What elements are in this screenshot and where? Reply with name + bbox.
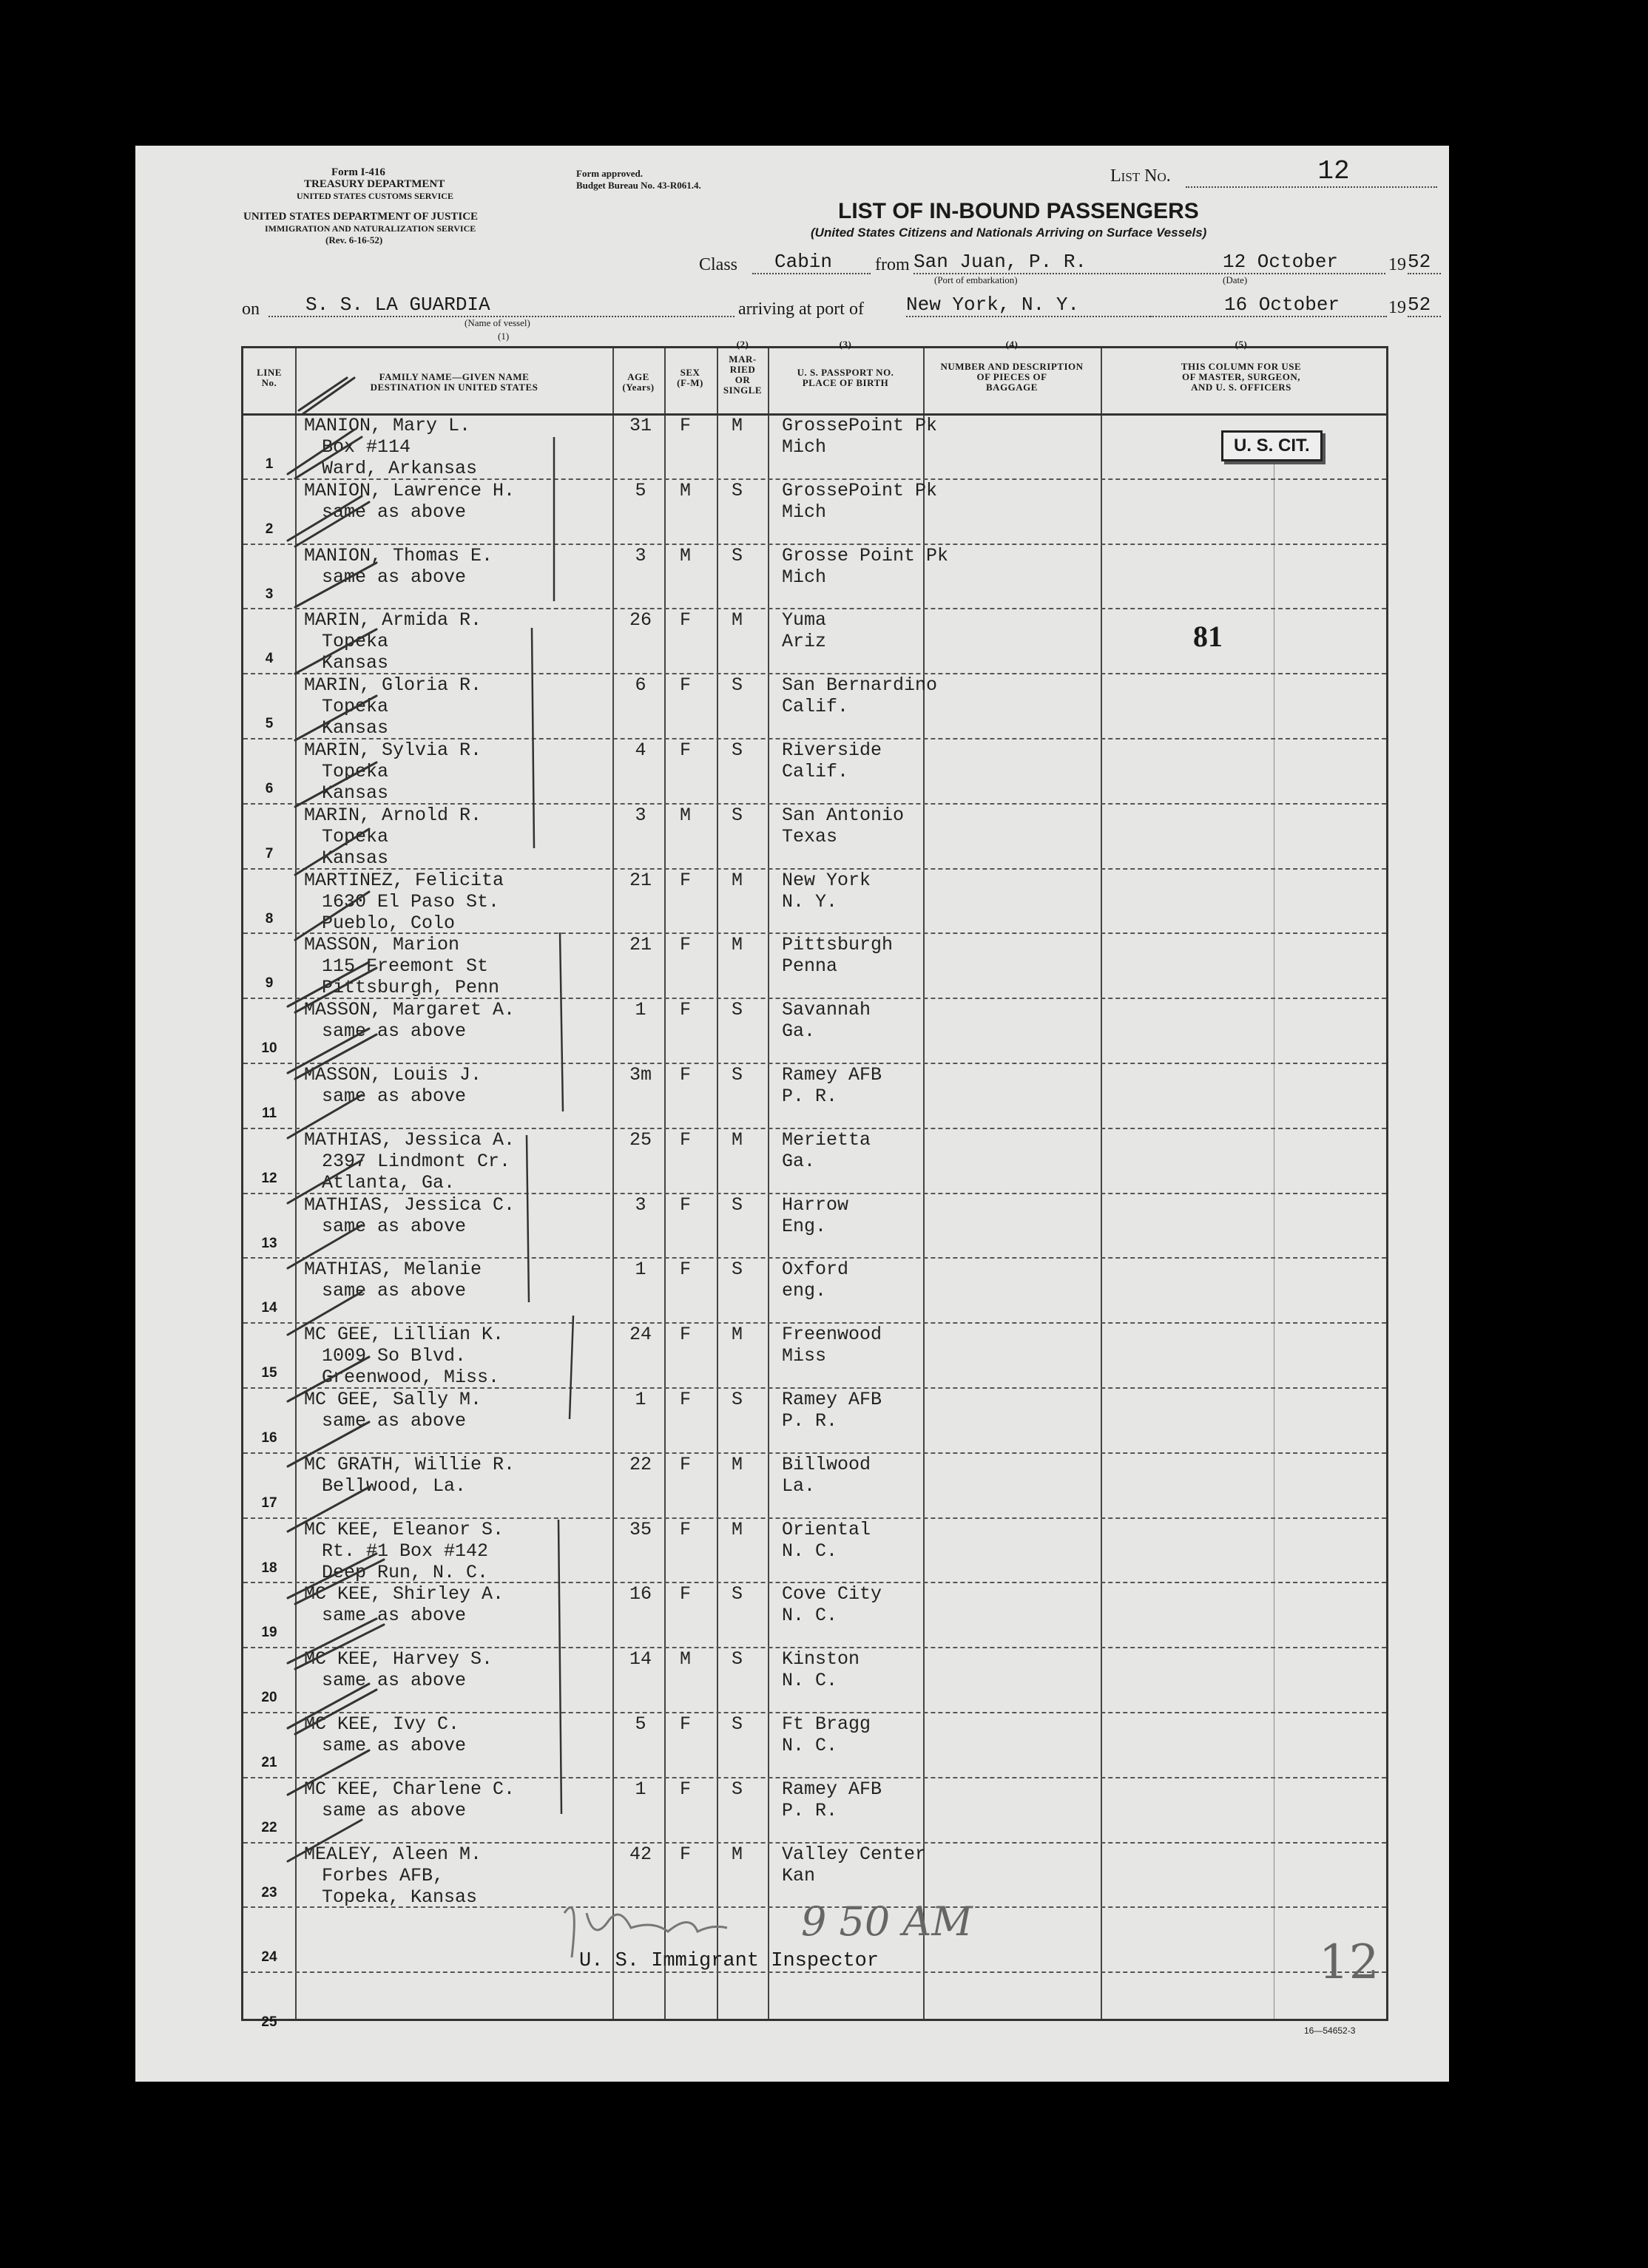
place-of-birth: Texas [782,825,838,847]
passenger-destination: same as above [322,1086,467,1107]
date-caption: (Date) [1223,274,1248,285]
place-of-birth: Oriental [782,1518,871,1540]
embarkation-date: 12 October [1171,251,1385,274]
list-number-label: List No. [1110,166,1171,186]
marital-status: S [732,544,743,566]
marital-status: S [732,1778,743,1800]
passenger-name: MC GEE, Sally M. [304,1389,482,1410]
line-number: 16 [261,1430,277,1446]
passenger-age: 5 [635,479,646,501]
header-line-no: LINE No. [257,367,282,388]
customs-service: UNITED STATES CUSTOMS SERVICE [297,191,453,201]
line-number: 2 [265,521,274,537]
place-of-birth: Penna [782,955,838,978]
passenger-sex: F [680,1453,692,1475]
passenger-sex: F [680,999,692,1021]
passenger-name: MASSON, Marion [304,934,460,956]
passenger-sex: M [680,544,692,566]
form-approved: Form approved. [576,168,644,179]
passenger-destination: same as above [322,501,467,523]
passenger-name: MC KEE, Eleanor S. [304,1518,504,1540]
place-of-birth: Ga. [782,1150,816,1172]
passenger-sex: M [680,479,692,501]
arriving-label: arriving at port of [738,299,864,319]
inspector-signature [550,1861,771,1980]
passenger-sex: F [680,1324,692,1346]
passenger-name: MATHIAS, Jessica A. [304,1128,516,1151]
passenger-name: MEALEY, Aleen M. [304,1843,482,1865]
place-of-birth: Kinston [782,1648,860,1670]
place-of-birth: Mich [782,501,827,523]
place-of-birth: N. Y. [782,890,838,913]
passenger-name: MARIN, Armida R. [304,609,482,632]
inspection-time: 9 50 AM [801,1898,973,1945]
passenger-name: MARIN, Arnold R. [304,804,482,826]
line-number: 19 [261,1625,277,1641]
marital-status: S [732,1259,743,1281]
line-number: 23 [261,1884,277,1900]
passenger-destination: Topeka [322,825,389,847]
place-of-birth: eng. [782,1280,827,1302]
marital-status: S [732,1064,743,1086]
line-number: 18 [261,1560,277,1576]
passenger-name: MC KEE, Shirley A. [304,1583,504,1605]
passenger-destination: same as above [322,1020,467,1043]
marital-status: M [732,1518,743,1540]
passenger-destination: same as above [322,1670,467,1692]
passenger-sex: F [680,869,692,891]
place-of-birth: Eng. [782,1215,827,1237]
place-of-birth: Ramey AFB [782,1389,882,1410]
passenger-name: MATHIAS, Melanie [304,1259,482,1281]
place-of-birth: San Antonio [782,804,905,826]
marital-status: S [732,1194,743,1216]
marital-status: M [732,609,743,632]
passenger-sex: F [680,739,692,761]
port-of-embarkation: San Juan, P. R. [914,251,1172,274]
passenger-age: 21 [629,934,652,956]
place-of-birth: Cove City [782,1583,882,1605]
arrival-port: New York, N. Y. [906,294,1150,317]
class-label: Class [699,255,738,274]
place-of-birth: Ga. [782,1020,816,1043]
place-of-birth: Ramey AFB [782,1778,882,1800]
column-divider [1101,348,1102,2019]
marital-status: M [732,1843,743,1865]
column-divider [295,348,297,2019]
passenger-sex: F [680,1259,692,1281]
line-number: 7 [265,845,274,861]
justice-department: UNITED STATES DEPARTMENT OF JUSTICE [243,211,479,223]
arrival-year: 52 [1408,294,1441,317]
passenger-destination: same as above [322,1410,467,1432]
place-of-birth: La. [782,1475,816,1497]
on-label: on [242,299,260,319]
form-title: LIST OF IN-BOUND PASSENGERS [838,199,1199,223]
marital-status: S [732,479,743,501]
line-number: 4 [265,651,274,667]
place-of-birth: Mich [782,436,827,458]
passenger-age: 21 [629,869,652,891]
passenger-name: MASSON, Margaret A. [304,999,516,1021]
place-of-birth: Savannah [782,999,871,1021]
place-of-birth: Ariz [782,631,827,653]
passenger-age: 3 [635,1194,646,1216]
place-of-birth: Freenwood [782,1324,882,1346]
passenger-sex: F [680,674,692,697]
passenger-destination: 2397 Lindmont Cr. [322,1150,511,1172]
passenger-name: MARIN, Sylvia R. [304,739,482,761]
passenger-sex: F [680,1518,692,1540]
line-number: 13 [261,1235,277,1251]
place-of-birth: Ramey AFB [782,1064,882,1086]
passenger-destination: same as above [322,1215,467,1237]
line-number: 24 [261,1949,277,1966]
passenger-age: 5 [635,1713,646,1735]
passenger-destination: same as above [322,1735,467,1756]
passenger-name: MARIN, Gloria R. [304,674,482,697]
marital-status: S [732,1713,743,1735]
ins-service: IMMIGRATION AND NATURALIZATION SERVICE [265,223,476,234]
passenger-age: 25 [629,1128,652,1151]
form-footer-code: 16—54652-3 [1304,2025,1356,2036]
place-of-birth: Merietta [782,1128,871,1151]
passenger-age: 4 [635,739,646,761]
marital-status: S [732,674,743,697]
passenger-count: 81 [1193,620,1223,653]
passenger-name: MC KEE, Harvey S. [304,1648,493,1670]
passenger-destination: Ward, Arkansas [322,458,478,479]
line-number: 21 [261,1755,277,1770]
place-of-birth: Ft Bragg [782,1713,871,1735]
passenger-destination: Topeka, Kansas [322,1886,478,1908]
place-of-birth: GrossePoint Pk [782,479,938,501]
header-age: AGE (Years) [622,371,655,393]
column-divider [768,348,769,2019]
passenger-age: 22 [629,1453,652,1475]
place-of-birth: P. R. [782,1410,838,1432]
embarkation-year: 52 [1408,251,1441,274]
place-of-birth: P. R. [782,1086,838,1107]
marital-status: S [732,1583,743,1605]
passenger-destination: Greenwood, Miss. [322,1367,500,1389]
year-prefix-2: 19 [1388,298,1406,317]
passenger-destination: Pueblo, Colo [322,912,456,934]
passenger-sex: F [680,1713,692,1735]
passenger-age: 6 [635,674,646,697]
passenger-destination: Kansas [322,652,389,674]
passenger-sex: F [680,1843,692,1865]
place-of-birth: Calif. [782,761,849,782]
passenger-age: 16 [629,1583,652,1605]
passenger-name: MC KEE, Charlene C. [304,1778,516,1800]
line-number: 17 [261,1494,277,1511]
us-citizen-stamp: U. S. CIT. [1221,430,1323,461]
header-passport: U. S. PASSPORT NO. PLACE OF BIRTH [797,367,894,388]
passenger-name: MC GEE, Lillian K. [304,1324,504,1346]
passenger-destination: 115 Freemont St [322,955,489,978]
marital-status: M [732,1453,743,1475]
passenger-name: MC GRATH, Willie R. [304,1453,516,1475]
passenger-destination: 1630 El Paso St. [322,890,500,913]
form-number: Form I-416 [331,166,385,178]
column-number-5: (5) [1235,339,1248,350]
passenger-age: 1 [635,999,646,1021]
passenger-sex: F [680,1389,692,1410]
passenger-age: 35 [629,1518,652,1540]
passenger-name: MC KEE, Ivy C. [304,1713,460,1735]
list-number: 12 [1186,156,1437,188]
column-number-4: (4) [1005,339,1019,350]
line-number: 8 [265,910,274,927]
passenger-name: MARTINEZ, Felicita [304,869,504,891]
place-of-birth: N. C. [782,1540,838,1562]
treasury-department: TREASURY DEPARTMENT [304,178,445,190]
marital-status: M [732,869,743,891]
passenger-name: MASSON, Louis J. [304,1064,482,1086]
place-of-birth: Harrow [782,1194,849,1216]
passenger-destination: same as above [322,1799,467,1821]
passenger-name: MANION, Thomas E. [304,544,493,566]
passenger-destination: Topeka [322,631,389,653]
passenger-sex: F [680,609,692,632]
line-number: 5 [265,716,274,732]
passenger-age: 26 [629,609,652,632]
line-number: 25 [261,2014,277,2031]
passenger-destination: Pittsburgh, Penn [322,977,500,999]
passenger-age: 1 [635,1259,646,1281]
passenger-age: 1 [635,1389,646,1410]
line-number: 3 [265,586,274,602]
header-officers: THIS COLUMN FOR USE OF MASTER, SURGEON, AND U. S. OFFICERS [1181,361,1302,393]
header-sex: SEX (F-M) [677,367,703,388]
column-number-3: (3) [839,339,852,350]
marital-status: S [732,1389,743,1410]
line-number: 15 [261,1365,277,1381]
passenger-age: 24 [629,1324,652,1346]
place-of-birth: Valley Center [782,1843,927,1865]
passenger-name: MANION, Mary L. [304,415,471,436]
passenger-destination: same as above [322,566,467,588]
arrival-date: 16 October [1150,294,1387,317]
passenger-destination: Forbes AFB, [322,1864,445,1886]
inspector-label: U. S. Immigrant Inspector [579,1950,879,1972]
passenger-age: 31 [629,415,652,436]
column-divider [717,348,718,2019]
vessel-column-number: (1) [498,331,510,342]
line-number: 14 [261,1300,277,1316]
column-divider [612,348,614,2019]
passenger-sex: F [680,1583,692,1605]
passenger-age: 42 [629,1843,652,1865]
place-of-birth: San Bernardino [782,674,938,697]
passenger-sex: M [680,804,692,826]
passenger-sex: F [680,1064,692,1086]
place-of-birth: Oxford [782,1259,849,1281]
place-of-birth: Yuma [782,609,827,632]
passenger-sex: F [680,415,692,436]
passenger-destination: Topeka [322,696,389,718]
column-number-2: (2) [736,339,749,350]
marital-status: M [732,1324,743,1346]
passenger-sex: F [680,1778,692,1800]
place-of-birth: Calif. [782,696,849,718]
page-mark: 12 [1319,1935,1379,1990]
place-of-birth: Billwood [782,1453,871,1475]
from-label: from [875,255,910,274]
passenger-destination: Kansas [322,847,389,869]
passenger-age: 1 [635,1778,646,1800]
line-number: 6 [265,781,274,796]
vessel-caption: (Name of vessel) [465,317,530,328]
place-of-birth: New York [782,869,871,891]
passenger-name: MATHIAS, Jessica C. [304,1194,516,1216]
line-number: 1 [265,456,274,472]
place-of-birth: Pittsburgh [782,934,894,956]
passenger-sex: F [680,934,692,956]
passenger-destination: Bellwood, La. [322,1475,467,1497]
line-number: 9 [265,975,274,992]
place-of-birth: Miss [782,1345,827,1367]
passenger-destination: same as above [322,1280,467,1302]
passenger-age: 3 [635,804,646,826]
header-baggage: NUMBER AND DESCRIPTION OF PIECES OF BAGGAGE [940,361,1084,393]
line-number: 12 [261,1170,277,1186]
header-name: FAMILY NAME—GIVEN NAME DESTINATION IN UNITED STATES [370,371,538,393]
place-of-birth: N. C. [782,1605,838,1627]
marital-status: S [732,804,743,826]
place-of-birth: P. R. [782,1799,838,1821]
passenger-sex: F [680,1128,692,1151]
manifest-sheet [135,146,1449,2082]
passenger-destination: Kansas [322,782,389,804]
place-of-birth: Mich [782,566,827,588]
budget-bureau: Budget Bureau No. 43-R061.4. [576,180,701,191]
passenger-destination: Rt. #1 Box #142 [322,1540,489,1562]
passenger-sex: M [680,1648,692,1670]
line-number: 22 [261,1819,277,1835]
passenger-destination: Kansas [322,717,389,739]
class-value: Cabin [752,251,871,274]
marital-status: M [732,1128,743,1151]
place-of-birth: GrossePoint Pk [782,415,938,436]
marital-status: M [732,934,743,956]
passenger-destination: Topeka [322,761,389,782]
revision-date: (Rev. 6-16-52) [325,234,383,246]
header-married: MAR- RIED OR SINGLE [723,353,763,396]
place-of-birth: N. C. [782,1735,838,1756]
line-number: 20 [261,1690,277,1706]
passenger-age: 3m [629,1064,652,1086]
marital-status: S [732,739,743,761]
line-number: 11 [261,1106,277,1121]
embarkation-caption: (Port of embarkation) [934,274,1018,285]
marital-status: M [732,415,743,436]
column-divider [923,348,925,2019]
passenger-age: 14 [629,1648,652,1670]
place-of-birth: N. C. [782,1670,838,1692]
column-divider [664,348,666,2019]
passenger-destination: 1009 So Blvd. [322,1345,467,1367]
passenger-destination: Atlanta, Ga. [322,1171,456,1194]
marital-status: S [732,1648,743,1670]
passenger-age: 3 [635,544,646,566]
passenger-sex: F [680,1194,692,1216]
place-of-birth: Grosse Point Pk [782,544,949,566]
line-number: 10 [261,1040,277,1057]
passenger-destination: Box #114 [322,436,411,458]
form-subtitle: (United States Citizens and Nationals Arriving on Surface Vessels) [811,226,1207,240]
place-of-birth: Kan [782,1864,816,1886]
place-of-birth: Riverside [782,739,882,761]
passenger-destination: Deep Run, N. C. [322,1561,489,1583]
marital-status: S [732,999,743,1021]
passenger-name: MANION, Lawrence H. [304,479,516,501]
year-prefix: 19 [1388,255,1406,274]
passenger-destination: same as above [322,1605,467,1627]
vessel-name: S. S. LA GUARDIA [269,294,734,317]
